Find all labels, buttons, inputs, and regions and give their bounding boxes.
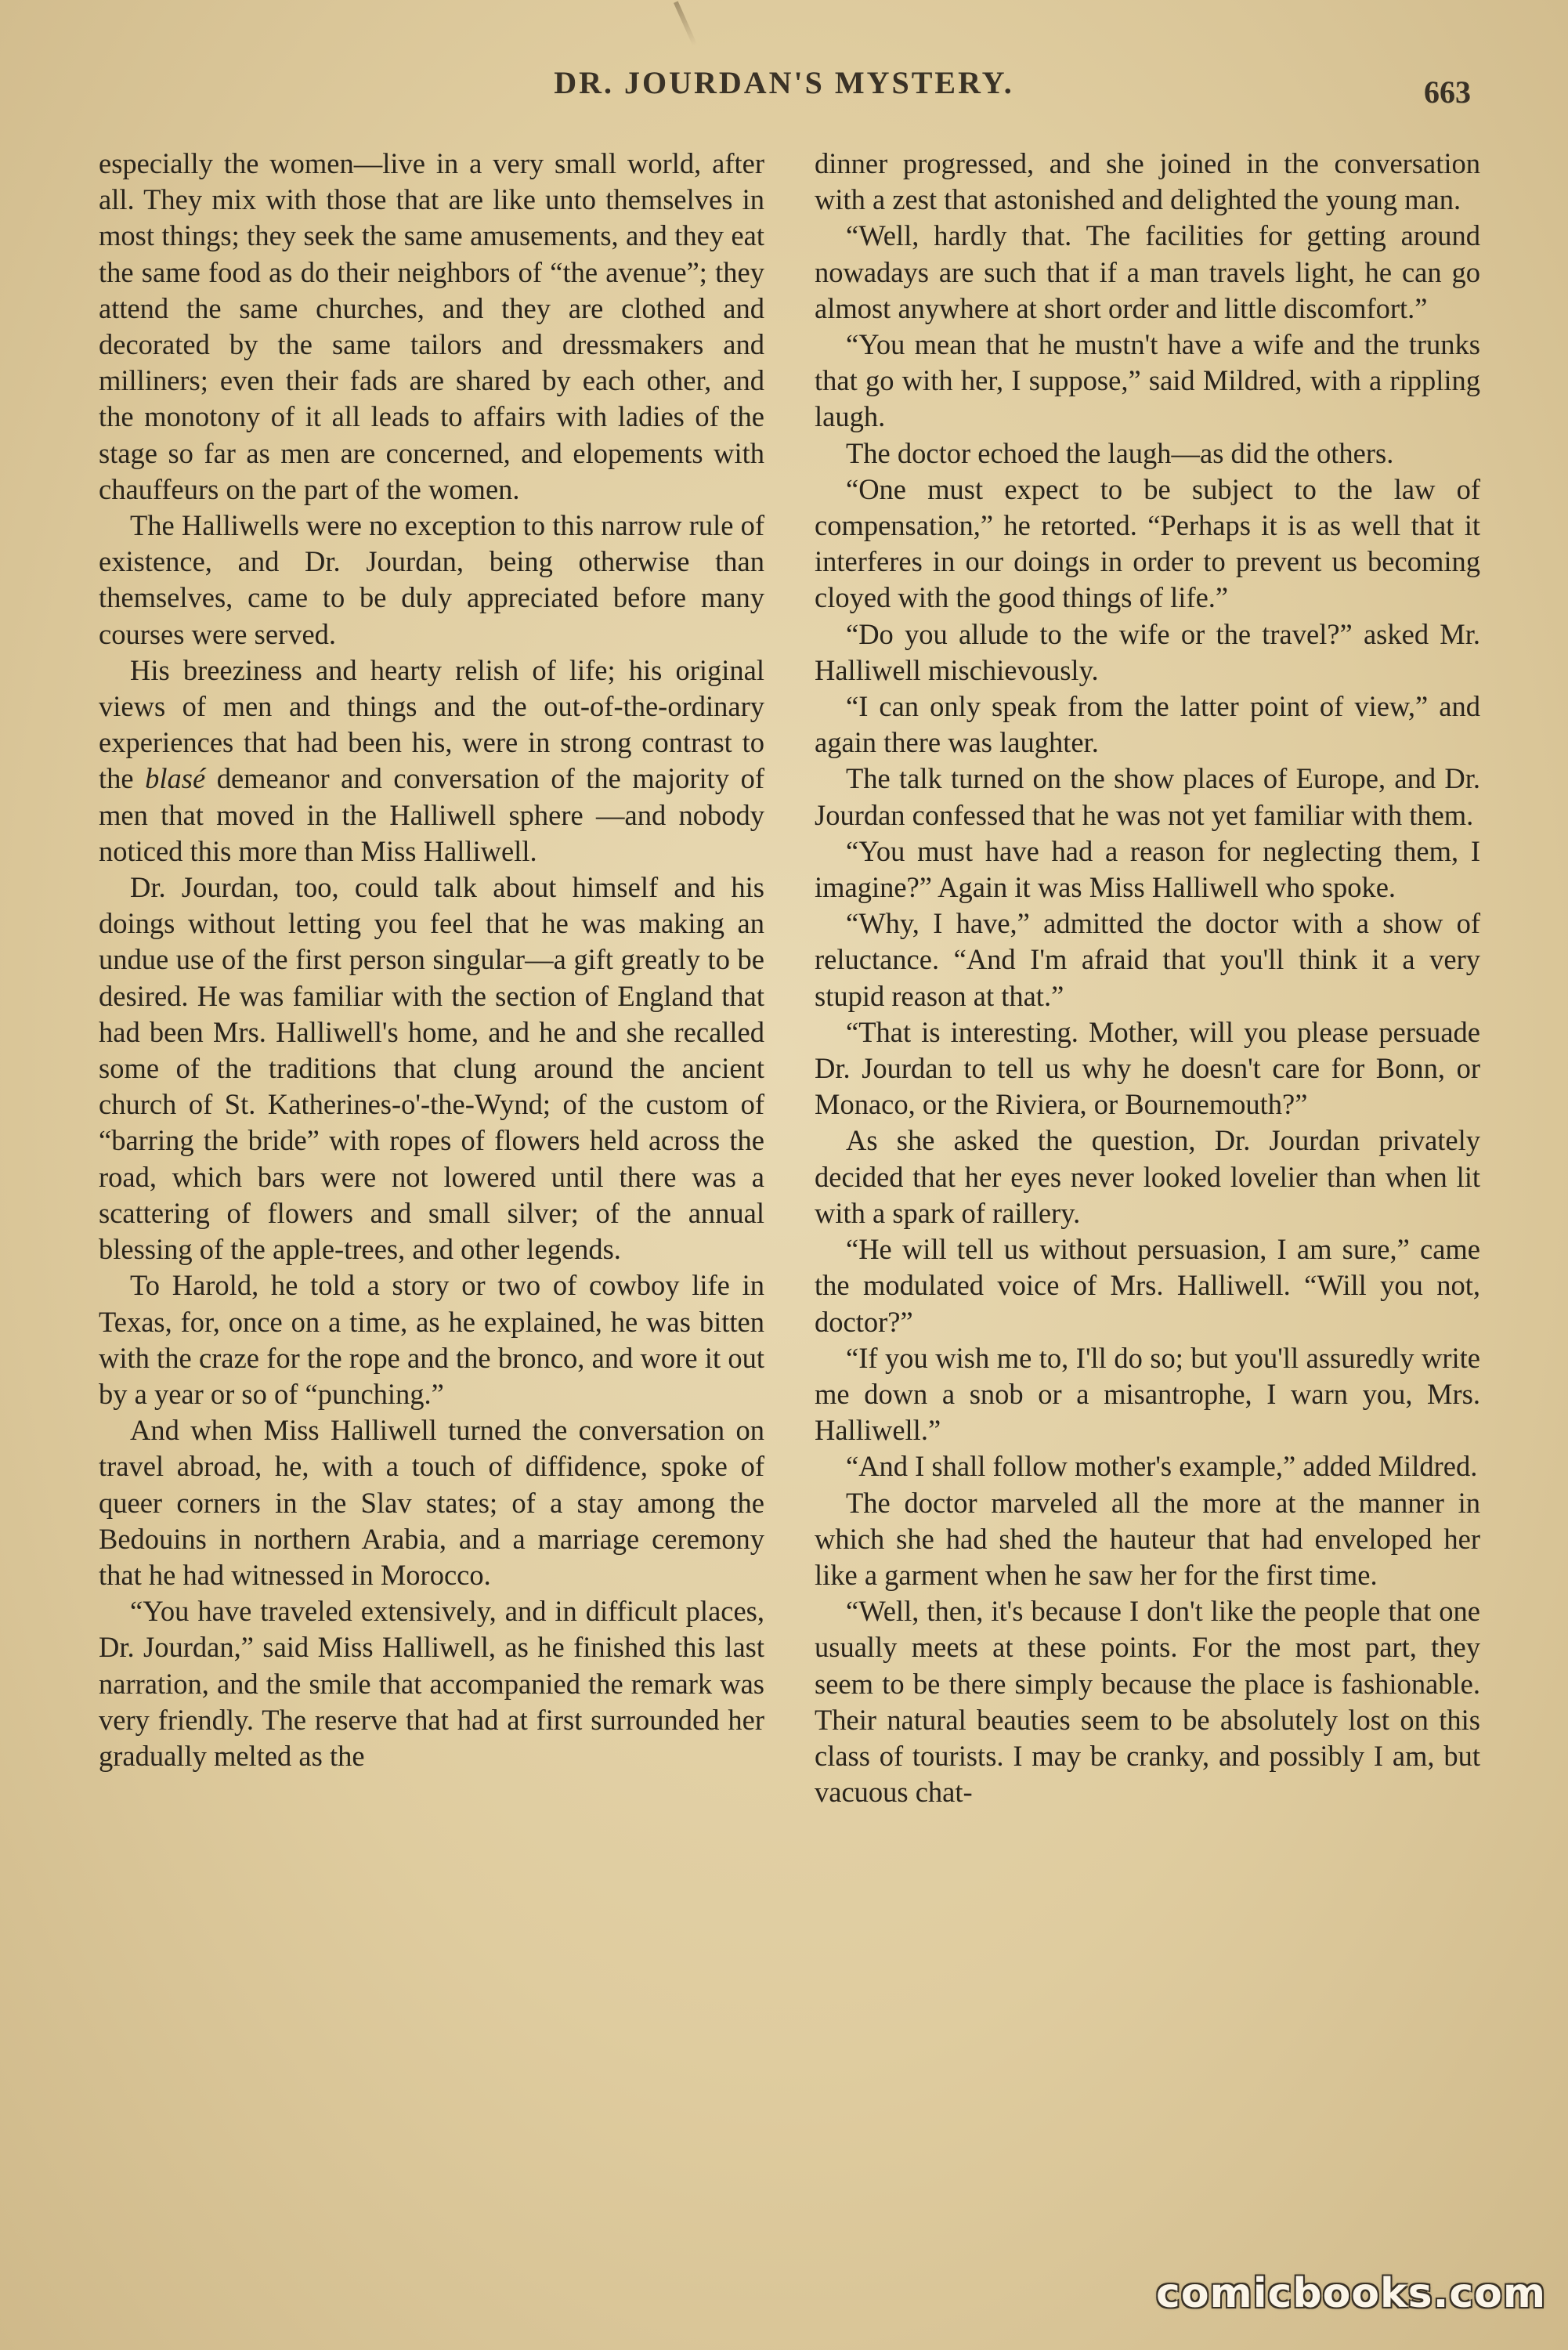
paragraph: “He will tell us without persuasion, I am sure,” came the modulated voice of Mrs. Halliwell. “Will you not, doctor?” [815, 1233, 1480, 1338]
paragraph: “You must have had a reason for neglecting them, I imagine?” Again it was Miss Halliwell who spoke. [815, 834, 1480, 904]
paragraph: The Halliwells were no exception to this narrow rule of existence, and Dr. Jourdan, being otherwise than themselves, came to be duly appreciated before many courses were served. [99, 509, 764, 650]
paragraph: To Harold, he told a story or two of cowboy life in Texas, for, once on a time, as he explained, he was bitten with the craze for the rope and the bronco, and wore it out by a year or so of “punching.” [99, 1269, 764, 1410]
paragraph: And when Miss Halliwell turned the conversation on travel abroad, he, with a touch of diffidence, spoke of queer corners in the Slav states; of a stay among the Bedouins in northern Arabia, and a marriage ceremony that he had witnessed in Morocco. [99, 1414, 764, 1591]
paragraph: “One must expect to be subject to the law of compensation,” he retorted. “Perhaps it is as well that it interferes in our doings in order to prevent us becoming cloyed with the good things of life.” [815, 472, 1480, 614]
paragraph: The doctor echoed the laugh—as did the others. [846, 436, 1394, 469]
paragraph: “That is interesting. Mother, will you please persuade Dr. Jourdan to tell us why he doesn't care for Bonn, or Monaco, or the Riviera, or Bournemouth?” [815, 1015, 1480, 1121]
paragraph-text: demeanor and conversation of the majority of men that moved in the Halliwell sphere —and nobody noticed this more than Miss Halliwell. [99, 762, 764, 867]
right-column [815, 146, 1480, 1810]
paragraph [99, 653, 764, 870]
paragraph: Dr. Jourdan, too, could talk about himself and his doings without letting you feel that he was making an undue use of the first person singular—a gift greatly to be desired. He was familiar with the section of England that had been Mrs. Halliwell's home, and he and she recalled some of the traditions that clung around the ancient church of St. Katherines-o'-the-Wynd; of the custom of “barring the bride” with ropes of flowers held across the road, which bars were not lowered until there was a scattering of flowers and small silver; of the annual blessing of the apple-trees, and other legends. [99, 871, 764, 1266]
running-title: DR. JOURDAN'S MYSTERY. [554, 65, 1014, 100]
paragraph: “You mean that he mustn't have a wife and the trunks that go with her, I suppose,” said Mildred, with a rippling laugh. [815, 328, 1480, 433]
paragraph: “You have traveled extensively, and in difficult places, Dr. Jourdan,” said Miss Halliwell, as he finished this last narration, and the smile that accompanied the remark was very friendly. The reserve that had at first surrounded her gradually melted as the [99, 1595, 764, 1772]
left-column [99, 146, 764, 1774]
paragraph: dinner progressed, and she joined in the conversation with a zest that astonished and delighted the young man. [815, 147, 1480, 216]
paragraph: The doctor marveled all the more at the manner in which she had shed the hauteur that had enveloped her like a garment when he saw her for the first time. [815, 1486, 1480, 1591]
site-watermark: comicbooks.com [1156, 2270, 1547, 2317]
paragraph-text: His breeziness and hearty relish of life; his original views of men and things and the out-of-the-ordinary experiences that had been his, were in strong contrast to the [99, 653, 764, 795]
paragraph: “Why, I have,” admitted the doctor with a show of reluctance. “And I'm afraid that you'll think it a very stupid reason at that.” [815, 907, 1480, 1012]
page-number: 663 [1424, 74, 1471, 110]
paragraph: especially the women—live in a very small world, after all. They mix with those that are like unto themselves in most things; they seek the same amusements, and they eat the same food as do their neighbors of “the avenue”; they attend the same churches, and they are clothed and decorated by the same tailors and dressmakers and milliners; even their fads are shared by each other, and the monotony of it all leads to affairs with ladies of the stage so far as men are concerned, and elopements with chauffeurs on the part of the women. [99, 147, 764, 505]
paragraph: “Do you allude to the wife or the travel?” asked Mr. Halliwell mischievously. [815, 617, 1480, 686]
paragraph: As she asked the question, Dr. Jourdan privately decided that her eyes never looked lovelier than when lit with a spark of raillery. [815, 1124, 1480, 1229]
paper-crease [674, 1, 697, 45]
paragraph: The talk turned on the show places of Europe, and Dr. Jourdan confessed that he was not yet familiar with them. [815, 762, 1480, 831]
paragraph: “And I shall follow mother's example,” added Mildred. [846, 1450, 1478, 1483]
paragraph: “I can only speak from the latter point of view,” and again there was laughter. [815, 690, 1480, 759]
paragraph: “If you wish me to, I'll do so; but you'll assuredly write me down a snob or a misantrophe, I warn you, Mrs. Halliwell.” [815, 1341, 1480, 1447]
italic-word: blasé [145, 762, 206, 795]
paragraph: “Well, then, it's because I don't like the people that one usually meets at these points. For the most part, they seem to be there simply because the place is fashionable. Their natural beauties seem to be absolutely lost on this class of tourists. I may be cranky, and possibly I am, but vacuous chat- [815, 1595, 1480, 1809]
paragraph: “Well, hardly that. The facilities for getting around nowadays are such that if a man travels light, he can go almost anywhere at short order and little discomfort.” [815, 219, 1480, 324]
